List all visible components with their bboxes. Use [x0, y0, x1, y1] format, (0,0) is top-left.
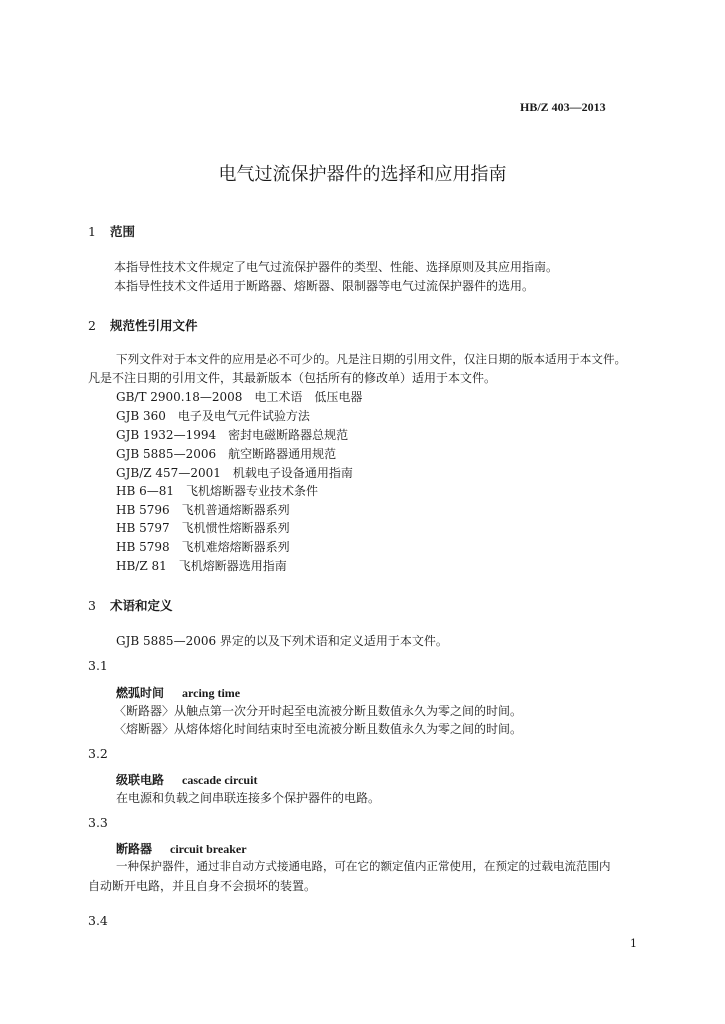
reference-item: GJB 360 电子及电气元件试验方法	[116, 409, 310, 423]
reference-item: HB 5798 飞机难熔熔断器系列	[116, 540, 290, 554]
reference-item: HB 6—81 飞机熔断器专业技术条件	[116, 484, 319, 498]
paragraph: 本指导性技术文件规定了电气过流保护器件的类型、性能、选择原则及其应用指南。	[114, 260, 559, 274]
document-title: 电气过流保护器件的选择和应用指南	[218, 164, 507, 185]
paragraph: 凡是不注日期的引用文件，其最新版本（包括所有的修改单）适用于本文件。	[88, 371, 497, 385]
section-1-heading	[88, 222, 135, 240]
section-title: 范围	[110, 224, 136, 239]
section-number: 3	[88, 598, 96, 613]
reference-item: HB 5796 飞机普通熔断器系列	[116, 503, 290, 517]
term-number: 3.2	[88, 746, 108, 761]
reference-item: GJB 1932—1994 密封电磁断路器总规范	[116, 428, 349, 442]
section-title: 术语和定义	[110, 598, 173, 613]
term-heading	[116, 684, 240, 701]
paragraph: 本指导性技术文件适用于断路器、熔断器、限制器等电气过流保护器件的选用。	[114, 279, 535, 293]
term-english: cascade circuit	[182, 773, 258, 787]
reference-item: HB 5797 飞机惯性熔断器系列	[116, 521, 290, 535]
page-number: 1	[630, 937, 637, 950]
term-heading	[116, 771, 257, 788]
term-number: 3.3	[88, 815, 108, 830]
reference-item: GB/T 2900.18—2008 电工术语 低压电器	[116, 390, 363, 404]
term-number: 3.1	[88, 658, 108, 673]
reference-item: GJB 5885—2006 航空断路器通用规范	[116, 447, 337, 461]
section-number: 1	[88, 224, 96, 239]
reference-item: HB/Z 81 飞机熔断器选用指南	[116, 559, 287, 573]
term-definition: 在电源和负载之间串联连接多个保护器件的电路。	[116, 791, 381, 805]
term-chinese: 断路器	[116, 842, 153, 856]
term-definition: 自动断开电路，并且自身不会损坏的装置。	[88, 879, 317, 893]
term-definition: 一种保护器件，通过非自动方式接通电路，可在它的额定值内正常使用，在预定的过载电流范围内	[116, 859, 611, 873]
section-number: 2	[88, 318, 96, 333]
reference-item: GJB/Z 457—2001 机载电子设备通用指南	[116, 466, 353, 480]
term-english: circuit breaker	[170, 842, 247, 856]
section-3-heading	[88, 596, 173, 614]
term-english: arcing time	[182, 686, 241, 700]
term-chinese: 燃弧时间	[116, 686, 165, 700]
paragraph: GJB 5885—2006 界定的以及下列术语和定义适用于本文件。	[116, 634, 448, 648]
term-heading	[116, 840, 247, 857]
term-number: 3.4	[88, 913, 108, 928]
term-chinese: 级联电路	[116, 773, 165, 787]
paragraph: 下列文件对于本文件的应用是必不可少的。凡是注日期的引用文件，仅注日期的版本适用于本文件。	[116, 352, 627, 366]
section-2-heading	[88, 316, 198, 334]
term-definition: 〈熔断器〉从熔体熔化时间结束时至电流被分断且数值永久为零之间的时间。	[114, 722, 523, 736]
term-definition: 〈断路器〉从触点第一次分开时起至电流被分断且数值永久为零之间的时间。	[114, 704, 523, 718]
section-title: 规范性引用文件	[110, 318, 198, 333]
standard-code: HB/Z 403—2013	[520, 100, 606, 114]
